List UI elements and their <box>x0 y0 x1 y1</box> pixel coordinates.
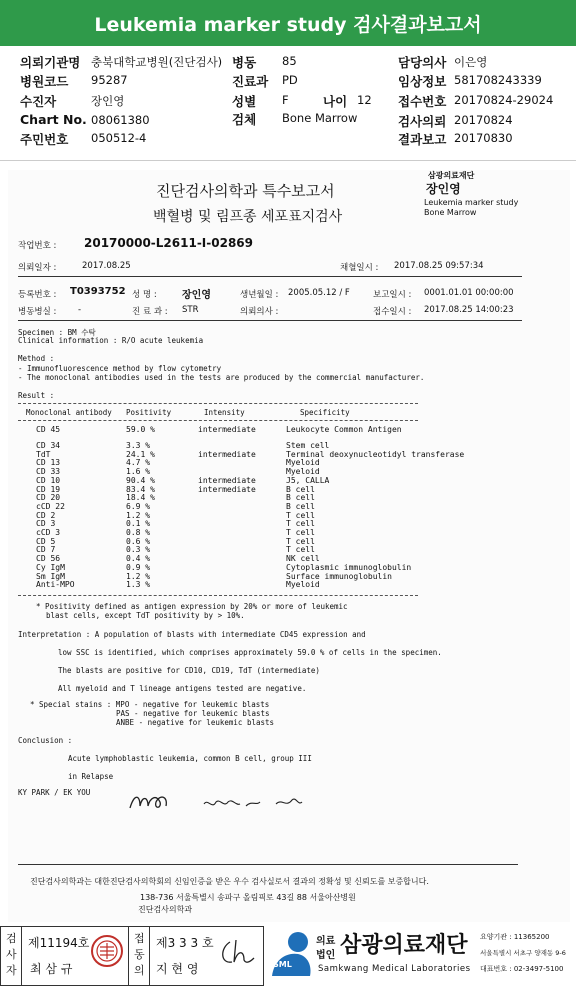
receipt-value: 20170824-29024 <box>454 93 554 107</box>
receipt-label: 접수번호 <box>398 94 447 109</box>
clinical-line: Clinical information : R/O acute leukemia <box>18 336 204 345</box>
marker-specificity: B cell <box>286 484 315 494</box>
receiver-vertical: 접동의 <box>134 932 145 977</box>
official-seal-icon <box>90 934 124 968</box>
marker-name: Cy IgM <box>36 562 65 572</box>
marker-specificity: Leukocyte Common Antigen <box>286 425 402 434</box>
col-positivity: Positivity <box>126 408 172 417</box>
divider <box>18 864 518 865</box>
dept-value-2: STR <box>182 305 199 315</box>
result-date-label: 결과보고 <box>398 132 447 147</box>
physician-label: 의뢰의사 : <box>240 307 279 317</box>
report-title-1: 진단검사의학과 특수보고서 <box>156 182 335 200</box>
note-2: blast cells, except TdT positivity by > 10%. <box>46 611 245 620</box>
org-name: 삼광의료재단 <box>340 933 468 958</box>
report-time: 0001.01.01 00:00:00 <box>424 288 514 298</box>
result-date-value: 20170830 <box>454 131 513 145</box>
dept-label: 진료과 <box>232 74 269 89</box>
org-phone: 대표번호 : 02-3497-5100 <box>480 965 564 973</box>
sex-value: F <box>282 93 289 107</box>
marker-positivity: 0.8 % <box>126 528 151 537</box>
work-no: 20170000-L2611-I-02869 <box>84 236 253 250</box>
marker-intensity: intermediate <box>198 475 256 485</box>
doctor-label: 담당의사 <box>398 55 447 70</box>
clinical-value: 581708243339 <box>454 73 542 87</box>
marker-positivity: 3.3 % <box>126 441 151 450</box>
collect-label: 채혈일시 : <box>340 263 379 273</box>
chart-value: 08061380 <box>91 113 150 127</box>
org-code: 요양기관 : 11365200 <box>480 933 550 941</box>
col-antibody: Monoclonal antibody <box>26 408 112 417</box>
stamp-test: Leukemia marker study <box>424 198 519 207</box>
marker-name: cCD 3 <box>36 528 61 537</box>
specimen-value: Bone Marrow <box>282 111 358 125</box>
marker-specificity: B cell <box>286 501 315 511</box>
marker-specificity: B cell <box>286 493 315 503</box>
name-label: 성 명 : <box>132 290 157 300</box>
stains-1: * Special stains : MPO - negative for leukemic blasts <box>30 700 270 709</box>
marker-name: TdT <box>36 449 51 459</box>
stains-3: ANBE - negative for leukemic blasts <box>116 718 275 727</box>
handwritten-signature <box>126 788 310 816</box>
patient-value: 장인영 <box>91 94 125 108</box>
note-1: * Positivity defined as antigen expression by 20% or more of leukemic <box>36 602 348 611</box>
marker-positivity: 0.4 % <box>126 554 151 564</box>
method-2: - The monoclonal antibodies used in the tests are produced by the commercial manufacturer. <box>18 373 425 382</box>
org-small-2: 법인 <box>316 950 336 961</box>
divider <box>18 276 522 277</box>
marker-intensity: intermediate <box>198 425 256 434</box>
marker-name: CD 45 <box>36 425 61 434</box>
method-1: - Immunofluorescence method by flow cytometry <box>18 364 222 373</box>
marker-positivity: 24.1 % <box>126 449 155 459</box>
org-small-1: 의료 <box>316 936 336 947</box>
method-label: Method : <box>18 354 55 363</box>
marker-name: CD 5 <box>36 536 56 546</box>
footer <box>0 926 576 988</box>
inspector-license: 제11194호 <box>28 936 90 950</box>
inspector-cell <box>0 926 22 986</box>
marker-positivity: 0.1 % <box>126 519 151 529</box>
specimen-label: 검체 <box>232 112 257 127</box>
marker-name: CD 19 <box>36 484 61 494</box>
marker-specificity: Cytoplasmic immunoglobulin <box>286 562 412 572</box>
receiver-cell <box>128 926 150 986</box>
report-title: Leukemia marker study 검사결과보고서 <box>0 0 576 46</box>
ward-value-2: - <box>78 305 82 315</box>
marker-specificity: Terminal deoxynucleotidyl transferase <box>286 449 465 459</box>
request-date-value: 20170824 <box>454 113 513 127</box>
marker-positivity: 1.3 % <box>126 580 151 590</box>
org-address: 서울특별시 서초구 양재동 9-6 <box>480 949 566 957</box>
marker-positivity: 18.4 % <box>126 493 155 503</box>
marker-specificity: T cell <box>286 545 315 555</box>
marker-specificity: NK cell <box>286 554 320 564</box>
col-intensity: Intensity <box>204 408 245 417</box>
institution-label: 의뢰기관명 <box>20 55 81 70</box>
doctor-value: 이은영 <box>454 55 488 69</box>
age-label: 나이 <box>323 94 348 109</box>
stains-2: PAS - negative for leukemic blasts <box>116 709 270 718</box>
marker-name: CD 2 <box>36 510 56 520</box>
receipt-time: 2017.08.25 14:00:23 <box>424 305 514 315</box>
signers: KY PARK / EK YOU <box>18 788 91 797</box>
interpretation-2: low SSC is identified, which comprises approximately 59.0 % of cells in the specimen. <box>58 648 442 657</box>
collect-value: 2017.08.25 09:57:34 <box>394 261 484 271</box>
dob-value: 2005.05.12 / F <box>288 288 350 298</box>
table-rule <box>18 403 418 404</box>
marker-specificity: Surface immunoglobulin <box>286 571 392 581</box>
conclusion-2: in Relapse <box>68 772 114 781</box>
age-value: 12 <box>357 93 372 107</box>
marker-specificity: Myeloid <box>286 467 320 477</box>
marker-name: CD 7 <box>36 545 56 555</box>
marker-name: CD 34 <box>36 441 61 450</box>
dept-label-2: 진 료 과 : <box>132 307 168 317</box>
receiver-license: 제3 3 3 호 <box>156 936 214 950</box>
name-value: 장인영 <box>182 290 211 301</box>
resident-label: 주민번호 <box>20 132 69 147</box>
marker-name: Anti-MPO <box>36 580 75 590</box>
marker-positivity: 0.3 % <box>126 545 151 555</box>
request-date-label-2: 의뢰일자 : <box>18 263 57 273</box>
inspector-vertical: 검사자 <box>6 932 17 977</box>
header-divider <box>0 160 576 161</box>
request-date-2: 2017.08.25 <box>82 261 131 271</box>
ward-label: 병동 <box>232 55 257 70</box>
marker-name: CD 33 <box>36 467 61 477</box>
clinical-label: 임상정보 <box>398 74 447 89</box>
marker-specificity: T cell <box>286 536 315 546</box>
conclusion-label: Conclusion : <box>18 736 73 745</box>
chart-label: Chart No. <box>20 112 87 127</box>
reg-no: T0393752 <box>70 286 126 297</box>
marker-intensity: intermediate <box>198 449 256 459</box>
receipt-time-label: 접수일시 : <box>373 307 412 317</box>
ward-value: 85 <box>282 54 297 68</box>
marker-positivity: 6.9 % <box>126 501 151 511</box>
divider <box>18 320 522 321</box>
marker-specificity: Myeloid <box>286 580 320 590</box>
org-name-en: Samkwang Medical Laboratories <box>318 964 471 974</box>
marker-specificity: T cell <box>286 510 315 520</box>
work-no-label: 작업번호 : <box>18 241 57 251</box>
resident-value: 050512-4 <box>91 131 147 145</box>
table-rule <box>18 595 418 596</box>
hospital-code-label: 병원코드 <box>20 74 69 89</box>
hospital-code-value: 95287 <box>91 73 128 87</box>
table-rule <box>18 420 418 421</box>
marker-name: Sm IgM <box>36 571 65 581</box>
report-time-label: 보고일시 : <box>373 290 412 300</box>
dob-label: 생년월일 : <box>240 290 279 300</box>
sml-text: SML <box>273 960 292 969</box>
marker-positivity: 1.2 % <box>126 510 151 520</box>
marker-name: cCD 22 <box>36 501 65 511</box>
marker-name: CD 13 <box>36 458 61 468</box>
marker-intensity: intermediate <box>198 484 256 494</box>
marker-positivity: 0.6 % <box>126 536 151 546</box>
stamp-org: 삼광의료재단 <box>428 171 475 180</box>
marker-specificity: Stem cell <box>286 441 330 450</box>
scanned-report <box>8 170 570 922</box>
marker-positivity: 90.4 % <box>126 475 155 485</box>
patient-header <box>0 50 576 162</box>
marker-name: CD 20 <box>36 493 61 503</box>
certification-text: 진단검사의학과는 대한진단검사의학회의 신임인증을 받은 우수 검사실로서 결과의 정확성 및 신뢰도를 보증합니다. <box>30 877 429 886</box>
interpretation-1: Interpretation : A population of blasts with intermediate CD45 expression and <box>18 630 366 639</box>
specimen-line: Specimen : BM 수탁 <box>18 328 96 337</box>
interpretation-4: All myeloid and T lineage antigens tested are negative. <box>58 684 307 693</box>
dept-footer: 진단검사의학과 <box>138 905 193 914</box>
marker-specificity: T cell <box>286 528 315 537</box>
marker-name: CD 3 <box>36 519 56 529</box>
marker-positivity: 83.4 % <box>126 484 155 494</box>
marker-positivity: 1.2 % <box>126 571 151 581</box>
request-date-label: 검사의뢰 <box>398 114 447 129</box>
ward-label-2: 병동병실 : <box>18 307 57 317</box>
marker-positivity: 59.0 % <box>126 425 155 434</box>
institution-value: 충북대학교병원(진단검사) <box>91 55 223 69</box>
receiver-signature <box>216 936 260 972</box>
stamp-name: 장인영 <box>426 182 461 196</box>
inspector-name: 최 삼 규 <box>30 962 73 976</box>
hospital-address: 138-736 서울특별시 송파구 올림픽로 43길 88 서울아산병원 <box>140 893 356 902</box>
patient-label: 수진자 <box>20 94 57 109</box>
reg-label: 등록번호 : <box>18 290 57 300</box>
conclusion-1: Acute lymphoblastic leukemia, common B cell, group III <box>68 754 312 763</box>
sex-label: 성별 <box>232 94 257 109</box>
receiver-name: 지 현 영 <box>156 962 199 976</box>
col-specificity: Specificity <box>300 408 350 417</box>
marker-specificity: T cell <box>286 519 315 529</box>
marker-specificity: J5, CALLA <box>286 475 330 485</box>
marker-name: CD 10 <box>36 475 61 485</box>
marker-positivity: 1.6 % <box>126 467 151 477</box>
interpretation-3: The blasts are positive for CD10, CD19, TdT (intermediate) <box>58 666 320 675</box>
report-title-2: 백혈병 및 림프종 세포표지검사 <box>153 209 343 225</box>
result-label: Result : <box>18 391 55 400</box>
marker-positivity: 4.7 % <box>126 458 151 468</box>
marker-specificity: Myeloid <box>286 458 320 468</box>
dept-value: PD <box>282 73 298 87</box>
marker-name: CD 56 <box>36 554 61 564</box>
sml-logo-icon <box>268 930 314 980</box>
marker-positivity: 0.9 % <box>126 562 151 572</box>
stamp-specimen: Bone Marrow <box>424 208 477 217</box>
